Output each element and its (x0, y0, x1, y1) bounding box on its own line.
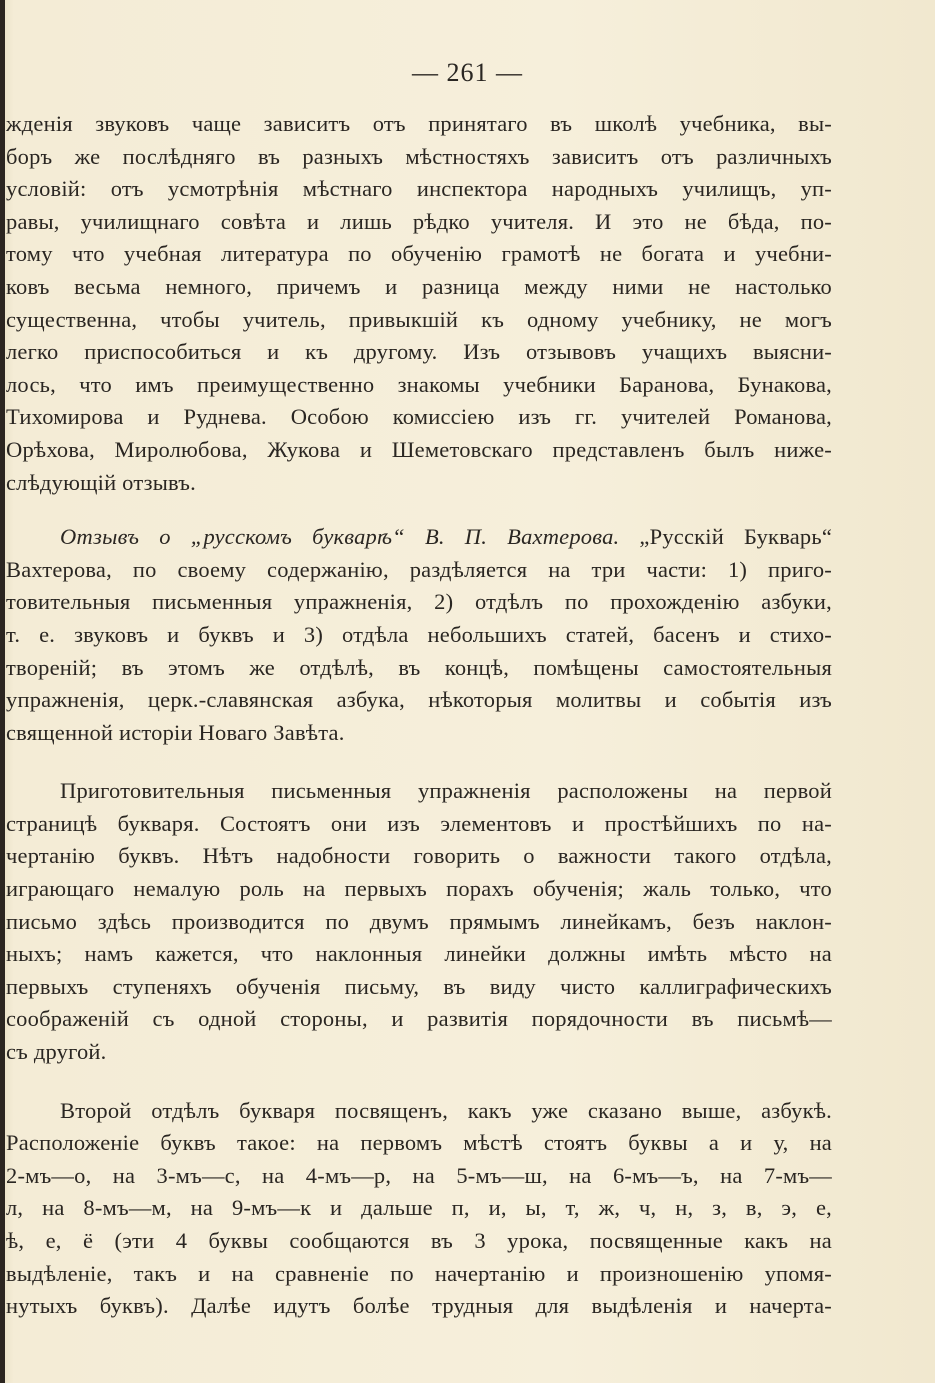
text-line: слѣдующій отзывъ. (6, 469, 196, 495)
review-heading-line (6, 521, 832, 554)
text-line: т. е. звуковъ и буквъ и 3) отдѣла небольшихъ статей, басенъ и стихо- (6, 621, 832, 647)
review-heading: Отзывъ о „русскомъ букварѣ“ В. П. Вахтерова. (60, 524, 620, 550)
text-line: товительныя письменныя упражненія, 2) отдѣлъ по прохожденію азбуки, (6, 589, 832, 615)
text-line: первыхъ ступеняхъ обученія письму, въ виду чисто каллиграфическихъ (6, 973, 832, 999)
text-line: лось, что имъ преимущественно знакомы учебники Баранова, Бунакова, (6, 371, 832, 397)
text-line: Орѣхова, Миролюбова, Жукова и Шеметовскаго представленъ былъ ниже- (6, 436, 832, 462)
page-number: — 261 — (412, 58, 523, 87)
paragraph-2 (6, 521, 832, 749)
paragraph-4 (6, 1095, 832, 1323)
text-line: л, на 8-мъ—м, на 9-мъ—к и дальше п, и, ы, т, ж, ч, н, з, в, э, е, (6, 1195, 832, 1221)
text-line: тому что учебная литература по обученію грамотѣ не богата и учебни- (6, 241, 832, 267)
page-binding-edge (0, 0, 5, 1383)
text-line: равы, училищнаго совѣта и лишь рѣдко учителя. И это не бѣда, по- (6, 208, 832, 234)
text-line: твореній; въ этомъ же отдѣлѣ, въ концѣ, помѣщены самостоятельныя (6, 654, 832, 680)
text-line: условій: отъ усмотрѣнія мѣстнаго инспектора народныхъ училищъ, уп- (6, 176, 832, 202)
text-line: существенна, чтобы учитель, привыкшій къ одному учебнику, не могъ (6, 306, 832, 332)
text-line: нутыхъ буквъ). Далѣе идутъ болѣе трудныя для выдѣленія и начерта- (6, 1293, 832, 1319)
text-line: письмо здѣсь производится по двумъ прямымъ линейкамъ, безъ наклон- (6, 908, 832, 934)
text-line: Расположеніе буквъ такое: на первомъ мѣстѣ стоятъ буквы а и у, на (6, 1130, 832, 1156)
text-line: Вахтерова, по своему содержанію, раздѣляется на три части: 1) приго- (6, 556, 832, 582)
text-line: съ другой. (6, 1039, 107, 1065)
body-text (6, 108, 832, 1323)
text-line: ковъ весьма немного, причемъ и разница между ними не настолько (6, 273, 832, 299)
text-line: соображеній съ одной стороны, и развитія порядочности въ письмѣ— (6, 1006, 832, 1032)
text-line: легко приспособиться и къ другому. Изъ отзывовъ учащихъ выясни- (6, 339, 832, 365)
text-line: Приготовительныя письменныя упражненія расположены на первой (60, 778, 832, 804)
text-line: 2-мъ—о, на 3-мъ—с, на 4-мъ—р, на 5-мъ—ш, на 6-мъ—ъ, на 7-мъ— (6, 1162, 832, 1188)
text-line: упражненія, церк.-славянская азбука, нѣкоторыя молитвы и событія изъ (6, 687, 832, 713)
paragraph-3 (6, 775, 832, 1068)
paragraph-1 (6, 108, 832, 499)
text-line: ѣ, е, ё (эти 4 буквы сообщаются въ 3 урока, посвященные какъ на (6, 1228, 832, 1253)
text-line: священной исторіи Новаго Завѣта. (6, 719, 345, 745)
text-line: играющаго немалую роль на первыхъ порахъ обученія; жаль только, что (6, 876, 832, 902)
text-line: ныхъ; намъ кажется, что наклонныя линейки должны имѣть мѣсто на (6, 941, 832, 967)
review-heading-rest: „Русскій Букварь“ (619, 524, 833, 550)
text-line: боръ же послѣдняго въ разныхъ мѣстностяхъ зависитъ отъ различныхъ (6, 143, 832, 169)
text-line: Второй отдѣлъ букваря посвященъ, какъ уже сказано выше, азбукѣ. (60, 1097, 832, 1123)
text-line: жденія звуковъ чаще зависитъ отъ принятаго въ школѣ учебника, вы- (6, 111, 832, 136)
text-line: чертанію буквъ. Нѣтъ надобности говорить о важности такого отдѣла, (6, 843, 832, 869)
text-line: страницѣ букваря. Состоятъ они изъ элементовъ и простѣйшихъ по на- (6, 810, 832, 836)
text-line: выдѣленіе, такъ и на сравненіе по начертанію и произношенію упомя- (6, 1260, 832, 1286)
text-line: Тихомирова и Руднева. Особою комиссіею изъ гг. учителей Романова, (6, 404, 832, 430)
